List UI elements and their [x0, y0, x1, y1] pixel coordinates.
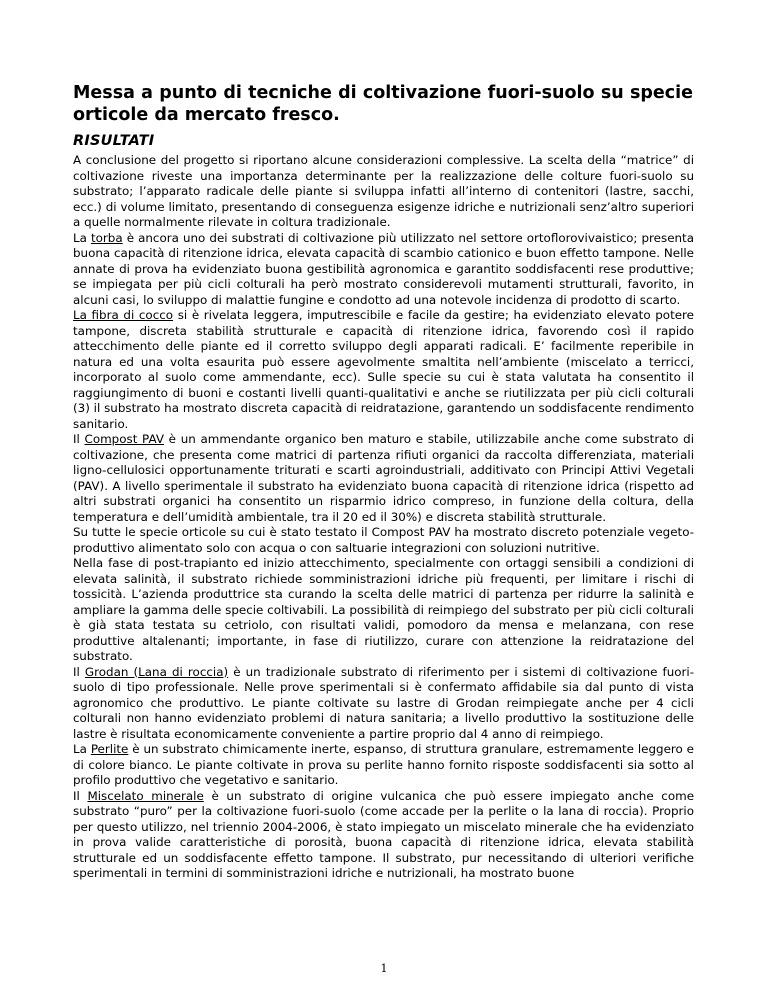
paragraph-text: Su tutte le specie orticole su cui è stato testato il Compost PAV ha mostrato discreto potenziale vegeto-produttivo alimentato solo con acqua o con saltuarie integrazioni con soluzioni nutritive.	[73, 525, 694, 555]
term-fibra-di-cocco: La fibra di cocco	[73, 308, 174, 322]
paragraph-torba	[73, 231, 694, 309]
paragraph-lead: Il	[73, 664, 85, 679]
paragraph-text: Nella fase di post-trapianto ed inizio attecchimento, specialmente con ortaggi sensibili a condizioni di elevata salinità, il substrato richiede somministrazioni idriche più frequenti, per limitare i rischi di tossicità. L’azienda produttrice sta curando la scelta delle matrici di partenza per ridurre la salinità e ampliare la gamma delle specie coltivabili. La possibilità di reimpiego del substrato per più cicli colturali è già stata testata su cetriolo, con risultati validi, pomodoro da mensa e melanzana, con rese produttive altalenanti; importante, in fase di riutilizzo, curare con attenzione la reidratazione del substrato.	[73, 556, 694, 663]
section-heading-risultati: RISULTATI	[73, 133, 155, 149]
term-torba: torba	[90, 230, 123, 245]
paragraph-text: A conclusione del progetto si riportano alcune considerazioni complessive. La scelta della “matrice” di coltivazione riveste una importanza determinante per la realizzazione delle colture fuori-suolo su substrato; l’apparato radicale delle piante si sviluppa infatti all’interno di contenitori (lastre, sacchi, ecc.) di volume limitato, presentando di conseguenza esigenze idriche e nutrizionali senz’altro superiori a quelle normalmente rilevate in coltura tradizionale.	[73, 153, 694, 229]
paragraph-compost	[73, 432, 694, 525]
paragraph-lead: La	[73, 742, 91, 756]
term-perlite: Perlite	[90, 742, 129, 756]
paragraph-miscelato	[73, 789, 694, 882]
paragraph-text: è un substrato chimicamente inerte, espanso, di struttura granulare, estremamente leggero e di colore bianco. Le piante coltivate in prova su perlite hanno fornito risposte soddisfacenti sia sotto al profilo produttivo che vegetativo e sanitario.	[73, 742, 694, 787]
paragraph-lead: Il	[73, 788, 88, 803]
term-grodan: Grodan (Lana di roccia)	[84, 664, 229, 679]
paragraph-grodan	[73, 665, 694, 743]
paragraph-compost-2	[73, 525, 694, 556]
document-title: Messa a punto di tecniche di coltivazione fuori-suolo su specie orticole da mercato fresco.	[73, 83, 693, 125]
paragraph-lead: Il	[73, 432, 85, 446]
paragraph-cocco	[73, 308, 694, 432]
paragraph-intro	[73, 153, 694, 231]
paragraph-perlite	[73, 742, 694, 789]
paragraph-compost-3	[73, 556, 694, 665]
page-number: 1	[380, 962, 388, 975]
body-text	[73, 153, 694, 882]
term-compost-pav: Compost PAV	[84, 432, 164, 446]
term-miscelato-minerale: Miscelato minerale	[87, 788, 204, 803]
paragraph-text: è ancora uno dei substrati di coltivazione più utilizzato nel settore ortoflorovivaistico; presenta buona capacità di ritenzione idrica, elevata capacità di scambio cationico e buon effetto tampone. Nelle annate di prova ha evidenziato buona gestibilità agronomica e garantito soddisfacenti rese produttive; se impiegata per più cicli colturali ha però mostrato considerevoli mutamenti strutturali, favorito, in alcuni casi, lo sviluppo di malattie fungine e condotto ad una notevole incidenza di prodotto di scarto.	[73, 230, 694, 307]
paragraph-text: è un tradizionale substrato di riferimento per i sistemi di coltivazione fuori-suolo di tipo professionale. Nelle prove sperimentali si è confermato affidabile sia dal punto di vista agronomico che produttivo. Le piante coltivate su lastre di Grodan reimpiegate anche per 4 cicli colturali non hanno evidenziato problemi di natura sanitaria; a livello produttivo la sostituzione delle lastre è risultata economicamente conveniente a partire proprio dal 4 anno di reimpiego.	[73, 664, 695, 741]
paragraph-text: si è rivelata leggera, imputrescibile e facile da gestire; ha evidenziato elevato potere tampone, discreta stabilità strutturale e capacità di ritenzione idrica, favorendo così il rapido attecchimento delle piante ed il corretto sviluppo degli apparati radicali. E’ facilmente reperibile in natura ed una volta esaurita può essere agevolmente smaltita nell’ambiente (miscelato a terricci, incorporato al suolo come ammendante, ecc). Sulle specie su cui è stata valutata ha consentito il raggiungimento di buoni e costanti livelli quanti-qualitativi e anche se riutilizzata per più cicli colturali (3) il substrato ha mostrato discreta capacità di reidratazione, garantendo un soddisfacente rendimento sanitario.	[73, 308, 694, 431]
paragraph-lead: La	[73, 230, 91, 245]
paragraph-text: è un substrato di origine vulcanica che può essere impiegato anche come substrato “puro” per la coltivazione fuori-suolo (come accade per la perlite o la lana di roccia). Proprio per questo utilizzo, nel triennio 2004-2006, è stato impiegato un miscelato minerale che ha evidenziato in prova valide caratteristiche di porosità, buona capacità di ritenzione idrica, elevata stabilità strutturale ed un soddisfacente effetto tampone. Il substrato, pur necessitando di ulteriori verifiche sperimentali in termini di somministrazioni idriche e nutrizionali, ha mostrato buone	[73, 788, 695, 880]
paragraph-text: è un ammendante organico ben maturo e stabile, utilizzabile anche come substrato di coltivazione, che presenta come matrici di partenza rifiuti organici da raccolta differenziata, materiali ligno-cellulosici opportunamente triturati e scarti agroindustriali, additivato con Principi Attivi Vegetali (PAV). A livello sperimentale il substrato ha evidenziato buona capacità di ritenzione idrica (rispetto ad altri substrati organici ha consentito un risparmio idrico compreso, in funzione della coltura, della temperatura e dell’umidità ambientale, tra il 20 ed il 30%) e discreta stabilità strutturale.	[73, 432, 694, 524]
